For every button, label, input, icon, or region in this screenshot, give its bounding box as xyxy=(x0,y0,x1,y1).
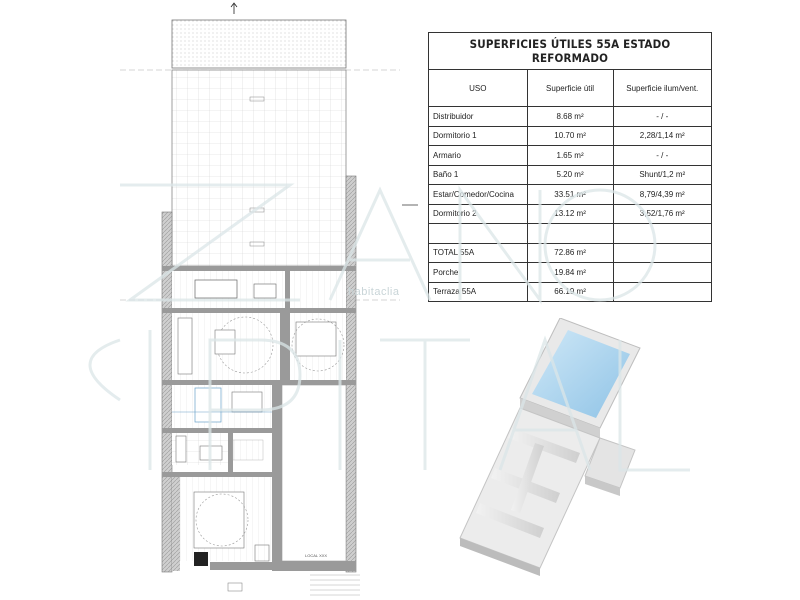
cell-uso: Terraza 55A xyxy=(429,282,528,302)
cell-ilum: Shunt/1,2 m² xyxy=(613,165,712,185)
cell-util: 66.19 m² xyxy=(527,282,613,302)
cell-uso: Armario xyxy=(429,146,528,166)
cell-util: 8.68 m² xyxy=(527,107,613,127)
cell-ilum xyxy=(613,263,712,283)
cell-uso: Porche xyxy=(429,263,528,283)
cell-util: 72.86 m² xyxy=(527,243,613,263)
cell-util: 13.12 m² xyxy=(527,204,613,224)
table-row xyxy=(429,185,712,205)
cell-ilum: - / - xyxy=(613,146,712,166)
cell-ilum: 2,28/1,14 m² xyxy=(613,126,712,146)
garden-strip xyxy=(172,20,346,68)
cell-uso: Estar/Comedor/Cocina xyxy=(429,185,528,205)
cell-ilum xyxy=(613,224,712,244)
isometric-render xyxy=(440,318,650,578)
cell-util: 10.70 m² xyxy=(527,126,613,146)
cell-util xyxy=(527,224,613,244)
local-space xyxy=(282,385,346,561)
header-superficie-ilum: Superficie ilum/vent. xyxy=(613,70,712,107)
terrace-area xyxy=(172,70,346,266)
cell-util: 33.51 m² xyxy=(527,185,613,205)
cell-util: 1.65 m² xyxy=(527,146,613,166)
north-arrow-icon xyxy=(231,3,237,14)
areas-table-container xyxy=(428,32,712,302)
table-row xyxy=(429,146,712,166)
local-label: LOCAL XXX xyxy=(305,553,328,558)
cell-ilum: - / - xyxy=(613,107,712,127)
plan-legend xyxy=(228,575,360,595)
header-superficie-util: Superficie útil xyxy=(527,70,613,107)
table-row xyxy=(429,263,712,283)
watermark-text: habitaclia xyxy=(348,286,400,298)
cell-ilum xyxy=(613,282,712,302)
table-row-empty xyxy=(429,224,712,244)
cell-uso: Baño 1 xyxy=(429,165,528,185)
table-row xyxy=(429,165,712,185)
table-row xyxy=(429,126,712,146)
cell-uso: TOTAL 55A xyxy=(429,243,528,263)
table-row-total xyxy=(429,243,712,263)
table-row xyxy=(429,107,712,127)
table-row xyxy=(429,282,712,302)
cell-util: 5.20 m² xyxy=(527,165,613,185)
cell-ilum xyxy=(613,243,712,263)
cell-uso: Dormitorio 1 xyxy=(429,126,528,146)
cell-util: 19.84 m² xyxy=(527,263,613,283)
table-title: SUPERFICIES ÚTILES 55A ESTADO REFORMADO xyxy=(429,33,712,70)
cell-uso: Dormitorio 2 xyxy=(429,204,528,224)
areas-table xyxy=(428,32,712,302)
cell-ilum: 3,52/1,76 m² xyxy=(613,204,712,224)
cell-uso: Distribuidor xyxy=(429,107,528,127)
header-uso: USO xyxy=(429,70,528,107)
table-row xyxy=(429,204,712,224)
cell-uso xyxy=(429,224,528,244)
cell-ilum: 8,79/4,39 m² xyxy=(613,185,712,205)
